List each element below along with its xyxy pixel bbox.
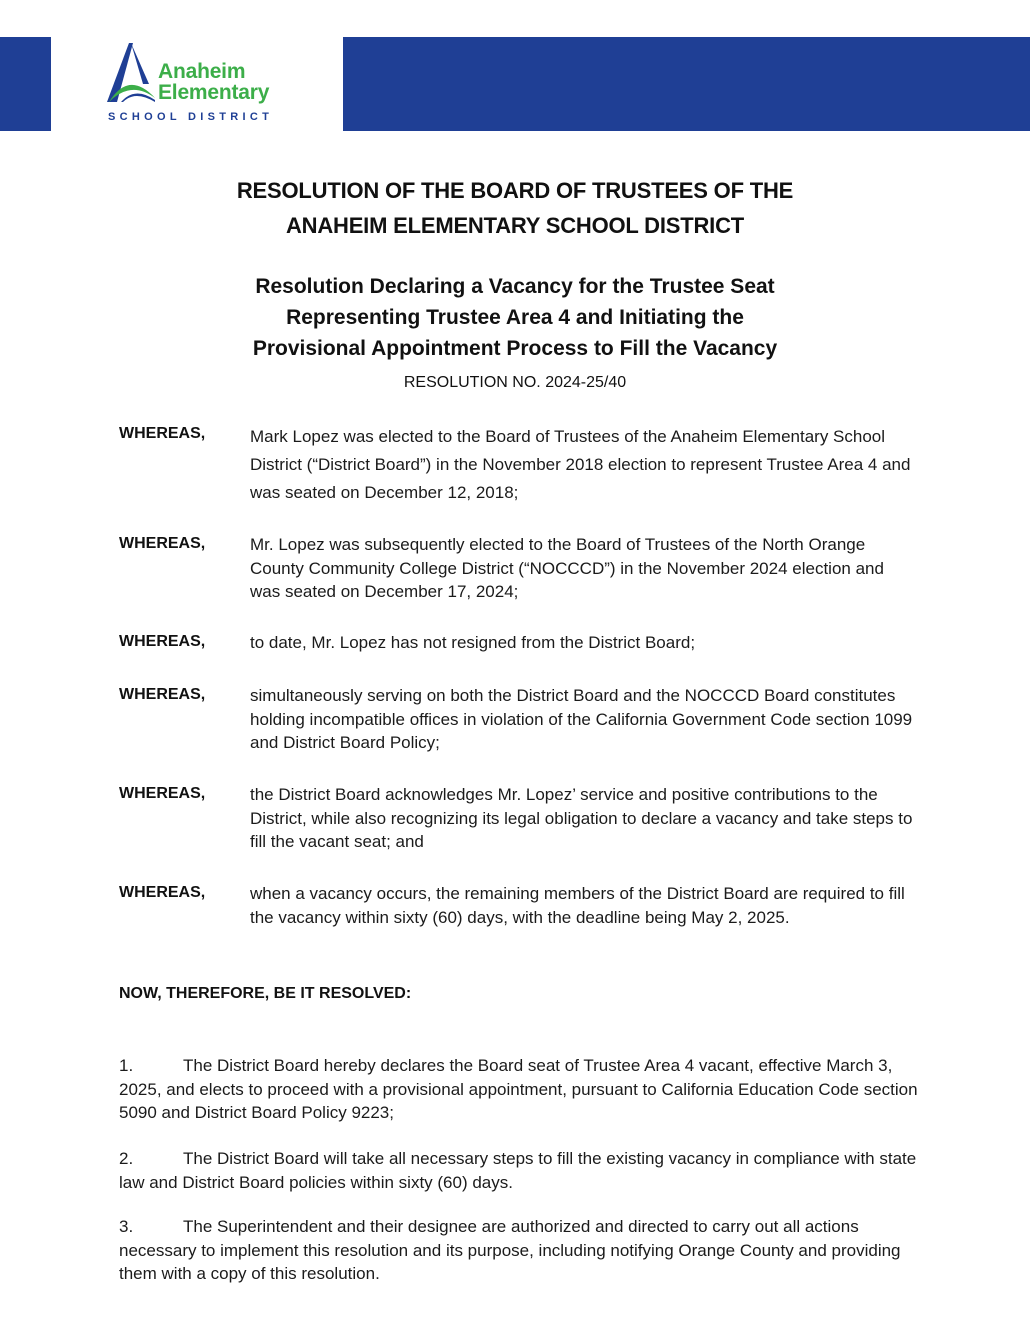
whereas-text: to date, Mr. Lopez has not resigned from the District Board;: [250, 633, 696, 652]
whereas-text: the District Board acknowledges Mr. Lopez’ service and positive contributions to the District, while also recognizing its legal obligation to declare a vacancy and take steps to fill the vacant seat; and: [250, 785, 913, 851]
subtitle-line3: Provisional Appointment Process to Fill the Vacancy: [252, 337, 778, 360]
resolution-item: [119, 1215, 919, 1286]
stylized-A-arch-icon: [105, 40, 157, 106]
logo-subtitle: SCHOOL DISTRICT: [108, 111, 274, 123]
resolution-item: [119, 1054, 919, 1125]
resolved-heading: NOW, THEREFORE, BE IT RESOLVED:: [119, 985, 412, 1002]
header-band-right: [343, 37, 1030, 131]
header-band-left: [0, 37, 51, 131]
logo-name-line2: Elementary: [158, 81, 270, 104]
logo-name-line1: Anaheim: [158, 60, 246, 83]
subtitle-line1: Resolution Declaring a Vacancy for the Trustee Seat: [255, 275, 775, 298]
item-text: The District Board hereby declares the Board seat of Trustee Area 4 vacant, effective March 3, 2025, and elects to proceed with a provisional appointment, pursuant to California Education Code section 5090 and District Board Policy 9223;: [119, 1056, 918, 1122]
whereas-label: WHEREAS,: [119, 785, 206, 802]
resolution-item: [119, 1147, 919, 1194]
item-number: 1.: [119, 1056, 134, 1075]
district-logo: [105, 40, 305, 130]
whereas-label: WHEREAS,: [119, 686, 206, 703]
whereas-label: WHEREAS,: [119, 535, 206, 552]
subtitle-line2: Representing Trustee Area 4 and Initiating the: [286, 306, 744, 329]
whereas-label: WHEREAS,: [119, 884, 206, 901]
whereas-text: Mark Lopez was elected to the Board of Trustees of the Anaheim Elementary School District (“District Board”) in the November 2018 election to represent Trustee Area 4 and was seated on December 12, 2018;: [250, 427, 911, 502]
item-text: The District Board will take all necessary steps to fill the existing vacancy in compliance with state law and District Board policies within sixty (60) days.: [119, 1149, 917, 1192]
item-number: 3.: [119, 1217, 134, 1236]
whereas-text: Mr. Lopez was subsequently elected to the Board of Trustees of the North Orange County Community College District (“NOCCCD”) in the November 2024 election and was seated on December 17, 2024;: [250, 535, 884, 601]
whereas-label: WHEREAS,: [119, 425, 206, 442]
document-title-line1: RESOLUTION OF THE BOARD OF TRUSTEES OF THE: [236, 178, 794, 203]
item-number: 2.: [119, 1149, 134, 1168]
whereas-text: simultaneously serving on both the District Board and the NOCCCD Board constitutes holding incompatible offices in violation of the California Government Code section 1099 and District Board Policy;: [250, 686, 913, 752]
whereas-label: WHEREAS,: [119, 633, 206, 650]
resolution-number: RESOLUTION NO. 2024-25/40: [403, 374, 627, 391]
item-text: The Superintendent and their designee are authorized and directed to carry out all actions necessary to implement this resolution and its purpose, including notifying Orange County and providing them with a copy of this resolution.: [119, 1217, 901, 1283]
document-title-line2: ANAHEIM ELEMENTARY SCHOOL DISTRICT: [285, 213, 745, 238]
whereas-text: when a vacancy occurs, the remaining members of the District Board are required to fill the vacancy within sixty (60) days, with the deadline being May 2, 2025.: [250, 884, 905, 927]
